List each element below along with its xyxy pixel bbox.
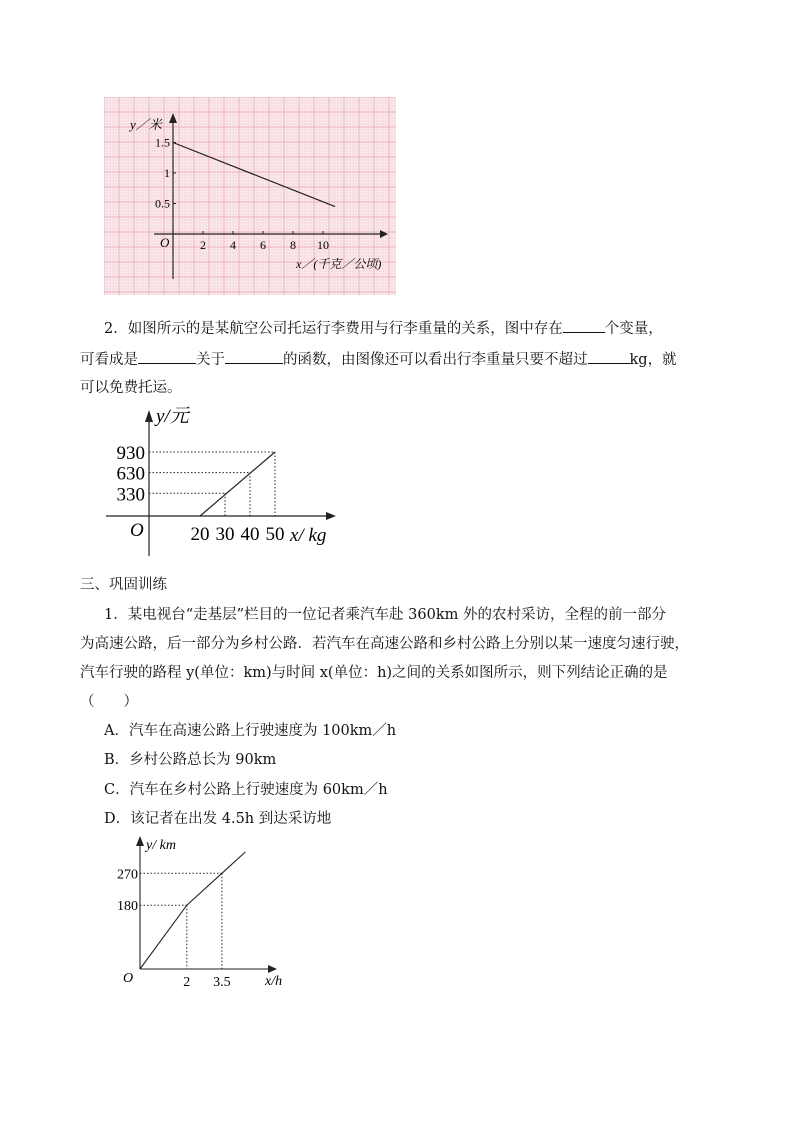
chart1-x-tick-label: 4 bbox=[230, 238, 236, 252]
chart3-y-axis-label: y/ km bbox=[146, 838, 176, 853]
q2-text-2b: 关于 bbox=[196, 352, 225, 368]
q2-line-2 bbox=[80, 349, 677, 370]
chart3-x-tick-label: 3.5 bbox=[213, 975, 231, 990]
chart3-x-arrow bbox=[268, 965, 277, 973]
blank-independent[interactable] bbox=[225, 349, 283, 364]
q2-line-3: 可以免费托运。 bbox=[80, 380, 182, 396]
q1-line-2: 为高速公路，后一部分为乡村公路．若汽车在高速公路和乡村公路上分别以某一速度匀速行驶， bbox=[80, 636, 689, 652]
chart2-x-tick-label: 40 bbox=[240, 524, 260, 545]
chart1-y-tick-label: 1.5 bbox=[155, 135, 170, 150]
chart2-x-arrow bbox=[326, 512, 336, 520]
chart1-y-tick-label: 0.5 bbox=[155, 196, 170, 211]
option-c[interactable]: C．汽车在乡村公路上行驶速度为 60km／h bbox=[104, 782, 388, 798]
q2-text-1a: 2．如图所示的是某航空公司托运行李费用与行李重量的关系，图中存在 bbox=[104, 321, 563, 337]
chart3-y-tick-label: 270 bbox=[117, 867, 138, 883]
q1-answer-brackets[interactable]: （ ） bbox=[80, 694, 138, 710]
chart2-y-tick-label: 330 bbox=[116, 484, 145, 506]
chart3-guide-lines bbox=[140, 873, 222, 969]
option-a[interactable]: A．汽车在高速公路上行驶速度为 100km／h bbox=[104, 723, 397, 739]
option-b[interactable]: B．乡村公路总长为 90km bbox=[104, 752, 277, 768]
chart2-series-line bbox=[200, 452, 275, 516]
blank-dependent[interactable] bbox=[138, 349, 196, 364]
q2-text-2a: 可看成是 bbox=[80, 352, 138, 368]
chart1-y-tick-label: 1 bbox=[164, 166, 170, 180]
blank-variable-count[interactable] bbox=[563, 318, 605, 333]
q2-text-2c: 的函数，由图像还可以看出行李重量只要不超过 bbox=[283, 352, 588, 368]
chart3-y-tick-label: 180 bbox=[117, 899, 138, 915]
chart2-y-axis-label: y/元 bbox=[156, 406, 189, 427]
chart3-x-axis-label: x/h bbox=[265, 974, 283, 989]
chart2-y-tick-label: 630 bbox=[116, 463, 145, 485]
distance-time-chart bbox=[110, 832, 300, 992]
chart1-x-tick-label: 10 bbox=[317, 238, 329, 252]
chart1-x-tick-label: 8 bbox=[290, 238, 296, 252]
q1-line-3: 汽车行驶的路程 y(单位：km)与时间 x(单位：h)之间的关系如图所示，则下列结论正确的是 bbox=[80, 665, 668, 681]
chart1-y-axis-label: y／米 bbox=[130, 117, 162, 132]
chart3-origin-label: O bbox=[123, 971, 134, 986]
chart2-x-tick-label: 30 bbox=[215, 524, 235, 545]
option-d[interactable]: D．该记者在出发 4.5h 到达采访地 bbox=[104, 811, 332, 827]
chart2-y-tick-label: 930 bbox=[116, 443, 145, 464]
chart1-x-tick-label: 2 bbox=[200, 238, 206, 252]
q2-text-2d: kg，就 bbox=[629, 352, 677, 368]
q1-line-1: 1．某电视台“走基层”栏目的一位记者乘汽车赴 360km 外的农村采访，全程的前一部分 bbox=[104, 607, 666, 623]
q2-text-1b: 个变量， bbox=[604, 321, 663, 337]
chart2-y-arrow bbox=[145, 410, 153, 422]
chart2-x-axis-label: x/ kg bbox=[290, 525, 327, 546]
chart2-origin-label: O bbox=[130, 520, 144, 541]
chart3-x-tick-label: 2 bbox=[183, 975, 191, 990]
chart1-x-axis-label: x／(千克／公顷) bbox=[296, 257, 382, 271]
chart3-ticks bbox=[117, 867, 231, 990]
chart1-x-tick-label: 6 bbox=[260, 238, 266, 252]
chart3-y-arrow bbox=[136, 836, 144, 846]
blank-weight[interactable] bbox=[588, 349, 630, 364]
q2-line-1 bbox=[104, 318, 663, 339]
luggage-fee-chart bbox=[100, 400, 350, 560]
chart3-series-line bbox=[140, 852, 245, 969]
chart1-origin-label: O bbox=[160, 235, 170, 250]
grid-line-chart bbox=[104, 97, 396, 295]
chart2-x-tick-label: 20 bbox=[190, 524, 210, 545]
section-3-heading: 三、巩固训练 bbox=[80, 577, 167, 593]
chart2-x-tick-label: 50 bbox=[265, 524, 285, 545]
